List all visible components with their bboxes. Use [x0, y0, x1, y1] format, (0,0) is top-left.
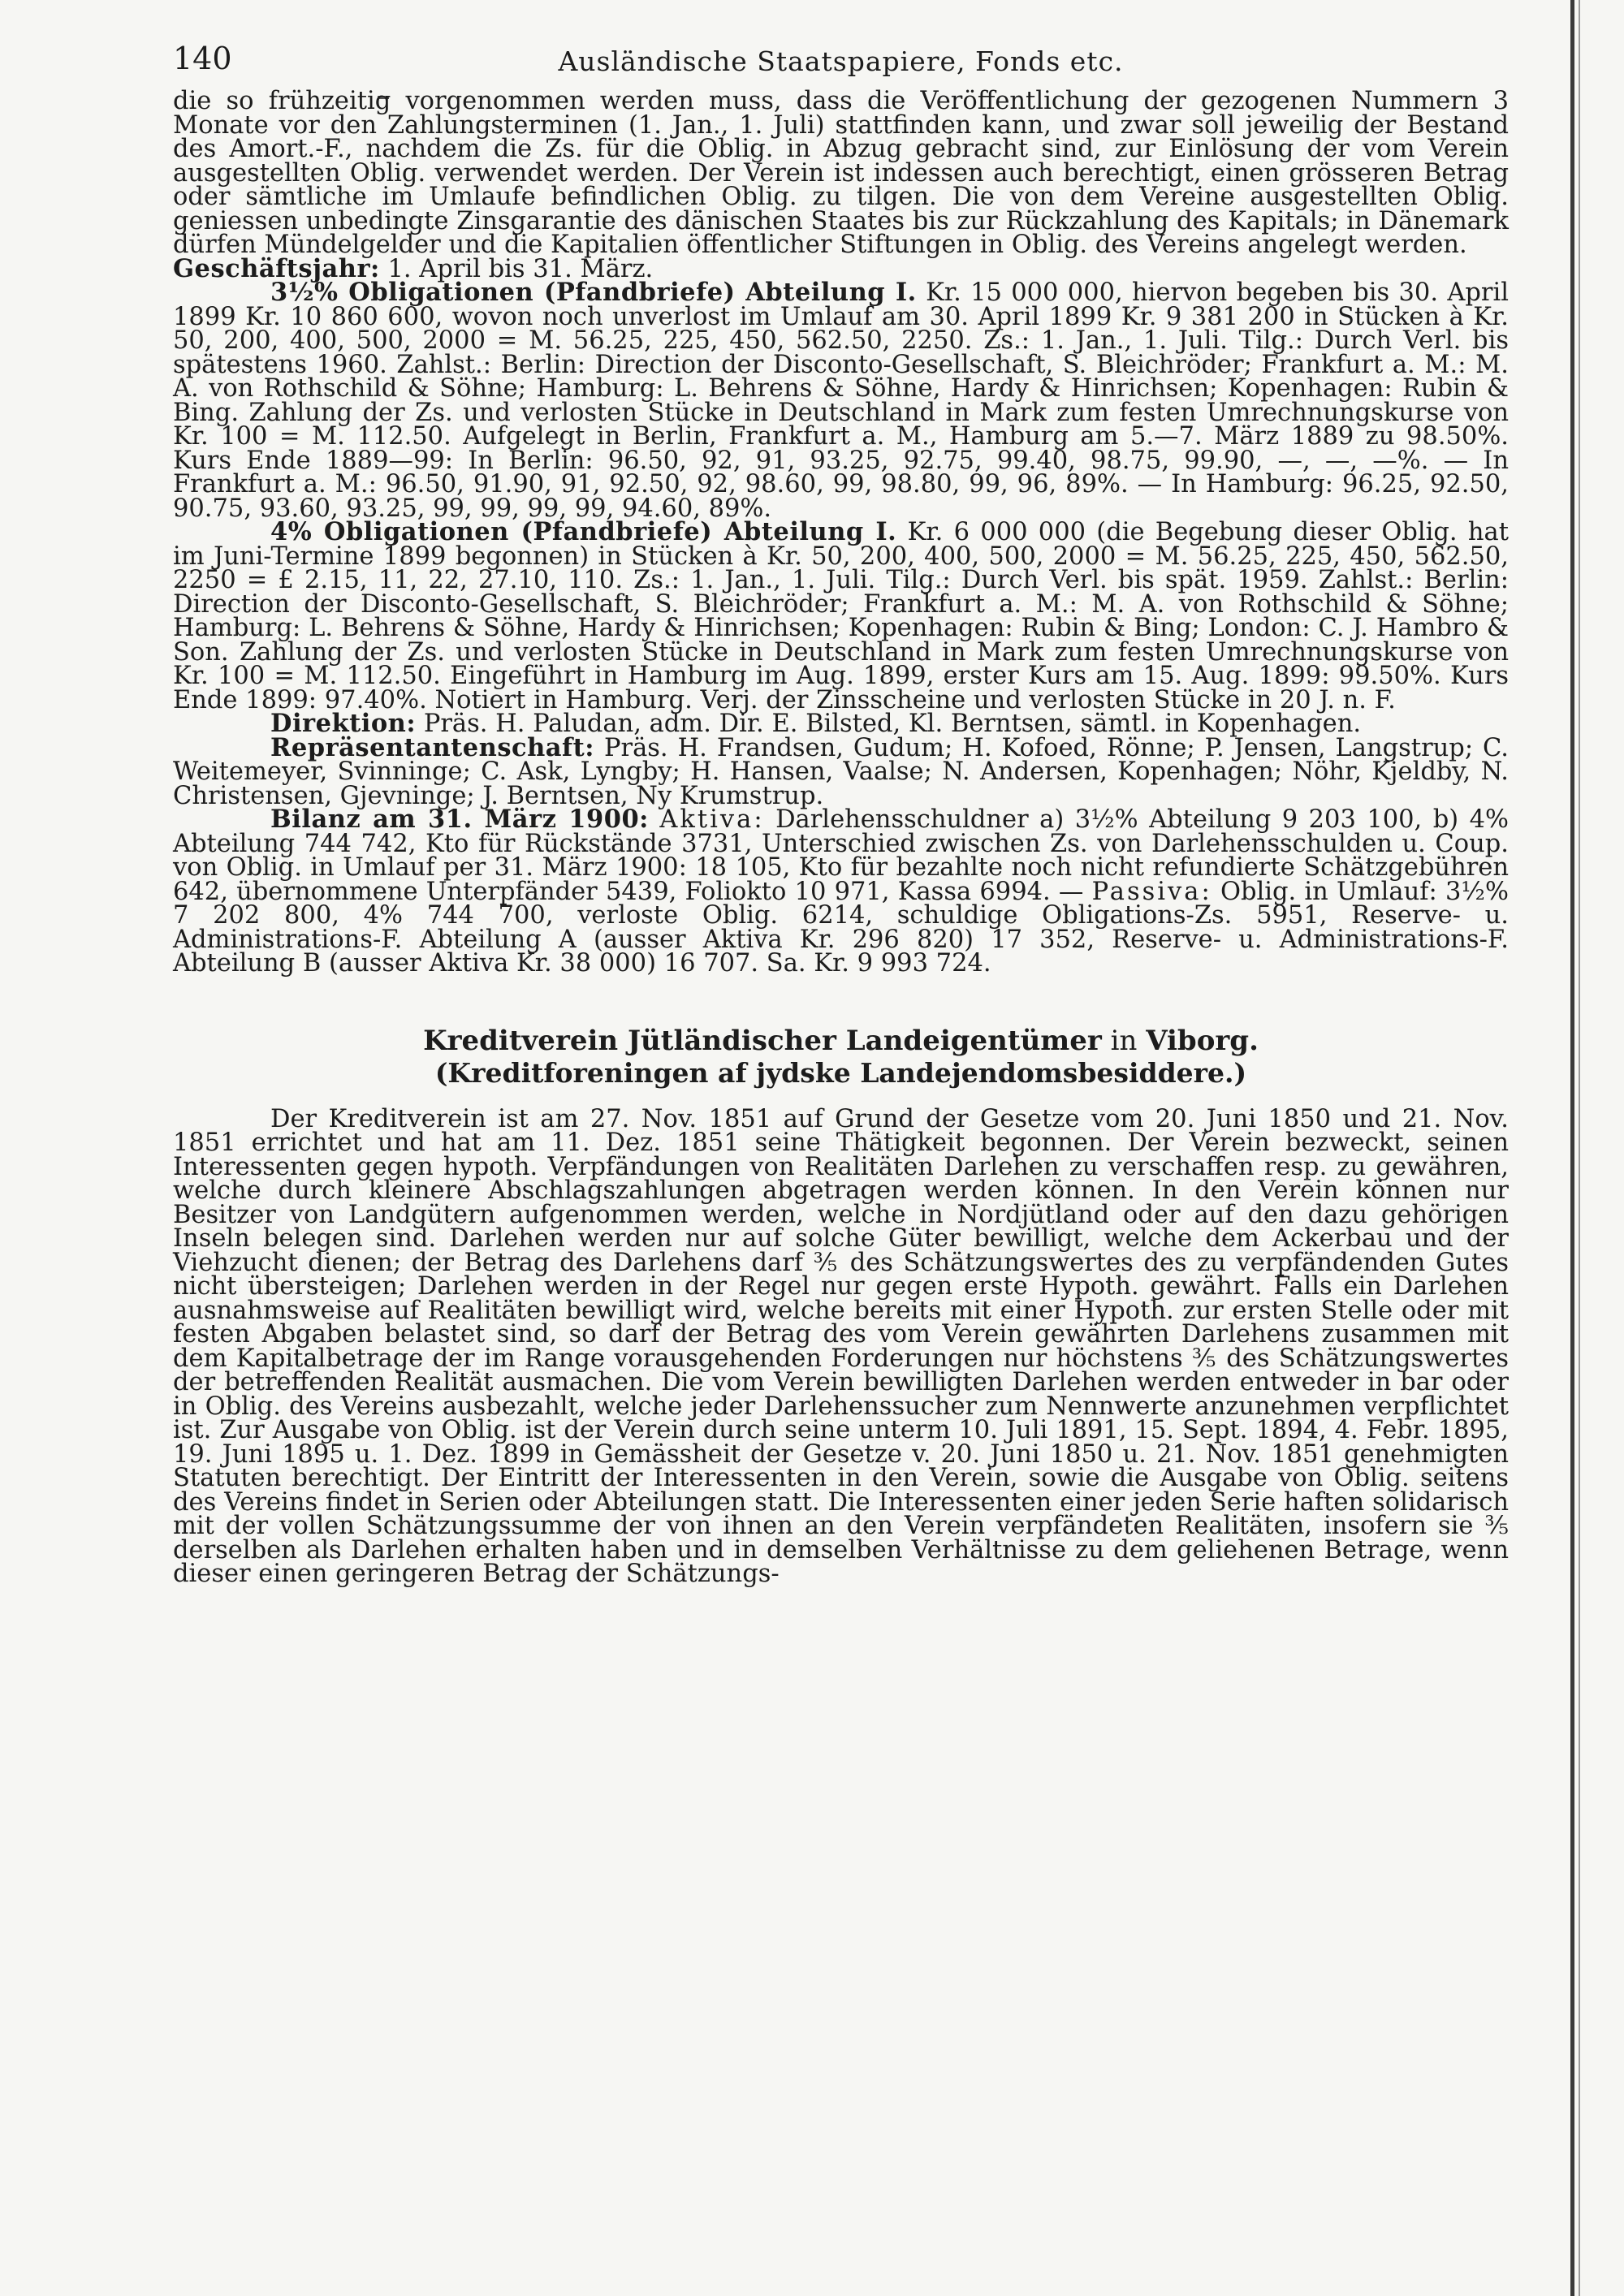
page — [173, 41, 1509, 1586]
oblig-35-label: 3½% Obligationen (Pfandbriefe) Abteilung I. — [270, 278, 917, 307]
section-title-in: in — [1110, 1024, 1138, 1057]
running-title: Ausländische Staatspapiere, Fonds etc. — [558, 45, 1124, 77]
oblig-4-label: 4% Obligationen (Pfandbriefe) Abteilung I. — [270, 517, 897, 546]
aktiva-text: Darlehensschuldner a) 3½% Abteilung 9 203 100, b) 4% Abteilung 744 742, Kto für Rückstände 3731, Unterschied zwischen Zs. von Darlehensschulden u. Coup. von Oblig. in Umlauf per 31. März 1900: 18 105, Kto für bezahlte noch nicht refundierte Schätzgebühren 642, übernommene Unterpfänder 5439, Foliokto 10 971, Kassa 6994. — — [173, 805, 1509, 906]
section-title-name: Kreditverein Jütländischer Landeigentümer — [423, 1024, 1102, 1057]
bilanz-paragraph — [173, 805, 1509, 978]
intro-paragraph: die so frühzeitig vorgenommen werden muss, dass die Veröffentlichung der gezogenen Nummern 3 Monate vor den Zahlungsterminen (1. Jan., 1. Juli) stattfinden kann, und zwar soll jeweilig der Bestand des Amort.-F., nachdem die Zs. für die Oblig. in Abzug gebracht sind, zur Einlösung der vom Verein ausgestellten Oblig. verwendet werden. Der Verein ist indessen auch berechtigt, einen grösseren Betrag oder sämtliche im Umlaufe befindlichen Oblig. zu tilgen. Die von dem Vereine ausgestellten Oblig. geniessen unbedingte Zinsgarantie des dänischen Staates bis zur Rückzahlung des Kapitals; in Dänemark dürfen Mündelgelder und die Kapitalien öffentlicher Stiftungen in Oblig. des Vereins angelegt werden. — [173, 87, 1509, 259]
oblig-35-text: Kr. 15 000 000, hiervon begeben bis 30. April 1899 Kr. 10 860 600, wovon noch unverlost im Umlauf am 30. April 1899 Kr. 9 381 200 in Stücken à Kr. 50, 200, 400, 500, 2000 = M. 56.25, 225, 450, 562.50, 2250. Zs.: 1. Jan., 1. Juli. Tilg.: Durch Verl. bis spätestens 1960. Zahlst.: Berlin: Direction der Disconto-Gesellschaft, S. Bleichröder; Frankfurt a. M.: M. A. von Rothschild & Söhne; Hamburg: L. Behrens & Söhne, Hardy & Hinrichsen; Kopenhagen: Rubin & Bing. Zahlung der Zs. und verlosten Stücke in Deutschland in Mark zum festen Umrechnungskurse von Kr. 100 = M. 112.50. Aufgelegt in Berlin, Frankfurt a. M., Hamburg am 5.—7. März 1889 zu 98.50%. Kurs Ende 1889—99: In Berlin: 96.50, 92, 91, 93.25, 92.75, 99.40, 98.75, 99.90, —, —, —%. — In Frankfurt a. M.: 96.50, 91.90, 91, 92.50, 92, 98.60, 99, 98.80, 99, 96, 89%. — In Hamburg: 96.25, 92.50, 90.75, 93.60, 93.25, 99, 99, 99, 99, 94.60, 89%. — [173, 278, 1509, 523]
geschaeftsjahr-text: 1. April bis 31. März. — [387, 254, 654, 283]
direktion-text: Präs. H. Paludan, adm. Dir. E. Bilsted, Kl. Berntsen, sämtl. in Kopenhagen. — [423, 710, 1362, 738]
oblig-4-paragraph — [173, 517, 1509, 714]
direktion-label: Direktion: — [270, 709, 417, 738]
section-body: Der Kreditverein ist am 27. Nov. 1851 auf Grund der Gesetze vom 20. Juni 1850 und 21. Nov. 1851 errichtet und hat am 11. Dez. 1851 seine Thätigkeit begonnen. Der Verein bezweckt, seinen Interessenten gegen hypoth. Verpfändungen von Realitäten Darlehen zu verschaffen resp. zu gewähren, welche durch kleinere Abschlagszahlungen abgetragen werden können. In den Verein können nur Besitzer von Landgütern aufgenommen werden, welche in Nordjütland oder auf den dazu gehörigen Inseln belegen sind. Darlehen werden nur auf solche Güter bewilligt, welche dem Ackerbau und der Viehzucht dienen; der Betrag des Darlehens darf ⅗ des Schätzungswertes des zu verpfändenden Gutes nicht übersteigen; Darlehen werden in der Regel nur gegen erste Hypoth. gewährt. Falls ein Darlehen ausnahmsweise auf Realitäten bewilligt wird, welche bereits mit einer Hypoth. zur ersten Stelle oder mit festen Abgaben belastet sind, so darf der Betrag des vom Verein gewährten Darlehens zusammen mit dem Kapitalbetrage der im Range vorausgehenden Forderungen nur höchstens ⅗ des Schätzungswertes der betreffenden Realität ausmachen. Die vom Verein bewilligten Darlehen werden entweder in bar oder in Oblig. des Vereins ausbezahlt, welche jeder Darlehenssucher zum Nennwerte anzunehmen verpflichtet ist. Zur Ausgabe von Oblig. ist der Verein durch seine unterm 10. Juli 1891, 15. Sept. 1894, 4. Febr. 1895, 19. Juni 1895 u. 1. Dez. 1899 in Gemässheit der Gesetze v. 20. Juni 1850 u. 21. Nov. 1851 genehmigten Statuten berechtigt. Der Eintritt der Interessenten in den Verein, sowie die Ausgabe von Oblig. seitens des Vereins findet in Serien oder Abteilungen statt. Die Interessenten einer jeden Serie haften solidarisch mit der vollen Schätzungssumme der von ihnen an den Verein verpfändeten Realitäten, insofern sie ⅗ derselben als Darlehen erhalten haben und in demselben Verhältnisse zu dem geliehenen Betrage, wenn dieser einen geringeren Betrag der Schätzungs- — [173, 1104, 1509, 1588]
bilanz-label: Bilanz am 31. März 1900: — [270, 805, 649, 834]
page-number: 140 — [173, 41, 232, 76]
section-subtitle: (Kreditforeningen af jydske Landejendomsbesiddere.) — [434, 1056, 1247, 1089]
passiva-label: Passiva: — [1091, 877, 1212, 906]
repraesentantenschaft-paragraph — [173, 732, 1509, 810]
section-title-place: Viborg. — [1146, 1024, 1259, 1057]
passiva-text: Oblig. in Umlauf: 3½% 7 202 800, 4% 744 700, verloste Oblig. 6214, schuldige Obligations-Zs. 5951, Reserve- u. Administrations-F. Abteilung A (ausser Aktiva Kr. 296 820) 17 352, Reserve- u. Administrations-F. Abteilung B (ausser Aktiva Kr. 38 000) 16 707. Sa. Kr. 9 993 724. — [173, 877, 1509, 978]
repraesentantenschaft-label: Repräsentantenschaft: — [270, 732, 595, 762]
page-edge-rule-thin — [1579, 0, 1580, 2296]
oblig-4-text: Kr. 6 000 000 (die Begebung dieser Oblig. hat im Juni-Termine 1899 begonnen) in Stücken à Kr. 50, 200, 400, 500, 2000 = M. 56.25, 225, 450, 562.50, 2250 = £ 2.15, 11, 22, 27.10, 110. Zs.: 1. Jan., 1. Juli. Tilg.: Durch Verl. bis spät. 1959. Zahlst.: Berlin: Direction der Disconto-Gesellschaft, S. Bleichröder; Frankfurt a. M.: M. A. von Rothschild & Söhne; Hamburg: L. Behrens & Söhne, Hardy & Hinrichsen; Kopenhagen: Rubin & Bing; London: C. J. Hambro & Son. Zahlung der Zs. und verlosten Stücke in Deutschland in Mark zum festen Umrechnungskurse von Kr. 100 = M. 112.50. Eingeführt in Hamburg im Aug. 1899, erster Kurs am 15. Aug. 1899: 99.50%. Kurs Ende 1899: 97.40%. Notiert in Hamburg. Verj. der Zinsscheine und verlosten Stücke in 20 J. n. F. — [173, 518, 1509, 714]
running-head — [173, 41, 1509, 89]
page-edge-rule — [1570, 0, 1574, 2296]
repraesentantenschaft-text: Präs. H. Frandsen, Gudum; H. Kofoed, Rönne; P. Jensen, Langstrup; C. Weitemeyer, Svinninge; C. Ask, Lyngby; H. Hansen, Vaalse; N. Andersen, Kopenhagen; Nöhr, Kjeldby, N. Christensen, Gjevninge; J. Berntsen, Ny Krumstrup. — [173, 733, 1509, 810]
section-title — [173, 1025, 1509, 1057]
aktiva-label: Aktiva: — [659, 805, 765, 834]
geschaeftsjahr-label: Geschäftsjahr: — [173, 253, 380, 283]
oblig-35-paragraph — [173, 278, 1509, 523]
